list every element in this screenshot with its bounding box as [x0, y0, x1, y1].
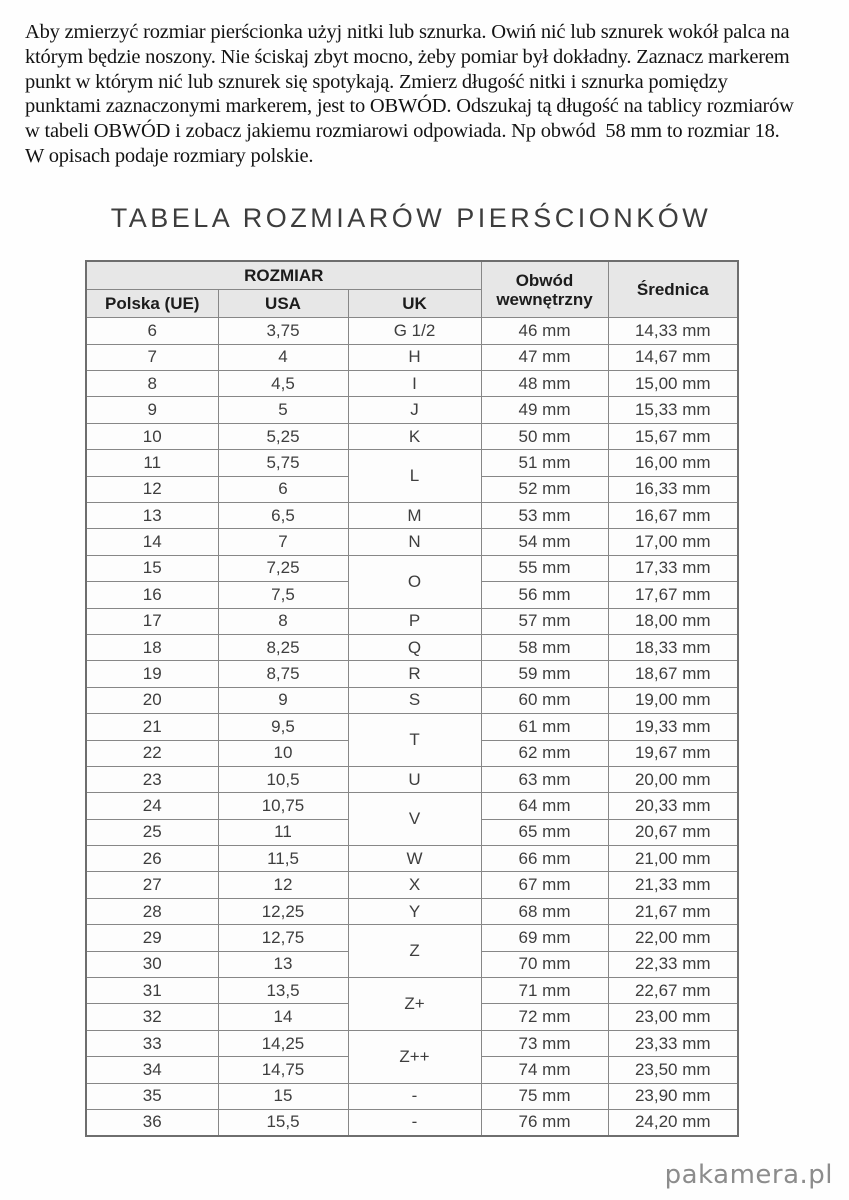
cell-srednica: 19,67 mm	[608, 740, 738, 766]
cell-usa-size: 5,75	[218, 450, 348, 476]
cell-polska-size: 32	[86, 1004, 218, 1030]
cell-obwod: 59 mm	[481, 661, 608, 687]
table-row	[86, 450, 738, 476]
cell-usa-size: 14,75	[218, 1057, 348, 1083]
cell-obwod: 54 mm	[481, 529, 608, 555]
cell-uk-size: P	[348, 608, 481, 634]
cell-srednica: 21,67 mm	[608, 898, 738, 924]
cell-srednica: 17,67 mm	[608, 582, 738, 608]
cell-usa-size: 10	[218, 740, 348, 766]
cell-srednica: 15,33 mm	[608, 397, 738, 423]
cell-polska-size: 6	[86, 318, 218, 344]
cell-polska-size: 31	[86, 978, 218, 1004]
cell-usa-size: 12,75	[218, 925, 348, 951]
cell-usa-size: 5	[218, 397, 348, 423]
cell-srednica: 21,00 mm	[608, 846, 738, 872]
cell-srednica: 16,67 mm	[608, 503, 738, 529]
table-row	[86, 318, 738, 344]
cell-srednica: 16,33 mm	[608, 476, 738, 502]
cell-obwod: 72 mm	[481, 1004, 608, 1030]
cell-polska-size: 8	[86, 371, 218, 397]
cell-uk-size: M	[348, 503, 481, 529]
cell-obwod: 65 mm	[481, 819, 608, 845]
cell-usa-size: 11,5	[218, 846, 348, 872]
cell-uk-size: S	[348, 687, 481, 713]
cell-srednica: 21,33 mm	[608, 872, 738, 898]
header-rozmiar: ROZMIAR	[86, 261, 481, 290]
cell-polska-size: 35	[86, 1083, 218, 1109]
cell-polska-size: 36	[86, 1110, 218, 1136]
cell-obwod: 48 mm	[481, 371, 608, 397]
header-obwod-line1: Obwód	[515, 270, 574, 290]
cell-usa-size: 10,75	[218, 793, 348, 819]
cell-srednica: 18,67 mm	[608, 661, 738, 687]
cell-polska-size: 18	[86, 634, 218, 660]
cell-usa-size: 11	[218, 819, 348, 845]
cell-srednica: 15,00 mm	[608, 371, 738, 397]
table-row	[86, 555, 738, 581]
table-row	[86, 634, 738, 660]
cell-srednica: 23,90 mm	[608, 1083, 738, 1109]
cell-polska-size: 10	[86, 423, 218, 449]
cell-usa-size: 7,5	[218, 582, 348, 608]
cell-uk-size: Z+	[348, 978, 481, 1031]
cell-uk-size: G 1/2	[348, 318, 481, 344]
table-row	[86, 529, 738, 555]
cell-usa-size: 13,5	[218, 978, 348, 1004]
cell-polska-size: 7	[86, 344, 218, 370]
cell-usa-size: 14,25	[218, 1030, 348, 1056]
cell-obwod: 47 mm	[481, 344, 608, 370]
cell-uk-size: N	[348, 529, 481, 555]
table-row	[86, 661, 738, 687]
cell-usa-size: 4,5	[218, 371, 348, 397]
cell-uk-size: I	[348, 371, 481, 397]
cell-polska-size: 9	[86, 397, 218, 423]
cell-uk-size: Z++	[348, 1030, 481, 1083]
cell-srednica: 24,20 mm	[608, 1110, 738, 1136]
cell-srednica: 19,00 mm	[608, 687, 738, 713]
cell-uk-size: -	[348, 1083, 481, 1109]
cell-obwod: 64 mm	[481, 793, 608, 819]
cell-uk-size: V	[348, 793, 481, 846]
cell-srednica: 17,00 mm	[608, 529, 738, 555]
cell-uk-size: Z	[348, 925, 481, 978]
intro-line: Aby zmierzyć rozmiar pierścionka użyj nitki lub sznurka. Owiń nić lub sznurek wokół palca na	[25, 21, 790, 43]
cell-obwod: 57 mm	[481, 608, 608, 634]
cell-uk-size: H	[348, 344, 481, 370]
table-row	[86, 423, 738, 449]
cell-uk-size: K	[348, 423, 481, 449]
cell-srednica: 20,33 mm	[608, 793, 738, 819]
cell-usa-size: 9,5	[218, 714, 348, 740]
header-uk: UK	[348, 290, 481, 318]
cell-polska-size: 26	[86, 846, 218, 872]
cell-polska-size: 20	[86, 687, 218, 713]
cell-obwod: 75 mm	[481, 1083, 608, 1109]
table-row	[86, 1110, 738, 1136]
cell-usa-size: 7	[218, 529, 348, 555]
header-obwod	[481, 261, 608, 318]
header-row-group	[86, 261, 738, 290]
cell-obwod: 68 mm	[481, 898, 608, 924]
table-body	[86, 318, 738, 1136]
cell-usa-size: 5,25	[218, 423, 348, 449]
cell-polska-size: 12	[86, 476, 218, 502]
cell-usa-size: 10,5	[218, 766, 348, 792]
cell-polska-size: 23	[86, 766, 218, 792]
cell-uk-size: J	[348, 397, 481, 423]
table-row	[86, 898, 738, 924]
cell-usa-size: 8,75	[218, 661, 348, 687]
cell-usa-size: 15,5	[218, 1110, 348, 1136]
cell-obwod: 52 mm	[481, 476, 608, 502]
table-row	[86, 687, 738, 713]
table-row	[86, 344, 738, 370]
cell-obwod: 62 mm	[481, 740, 608, 766]
cell-obwod: 51 mm	[481, 450, 608, 476]
table-row	[86, 1030, 738, 1056]
cell-polska-size: 17	[86, 608, 218, 634]
cell-obwod: 61 mm	[481, 714, 608, 740]
header-obwod-line2: wewnętrzny	[496, 289, 593, 309]
table-row	[86, 846, 738, 872]
cell-srednica: 22,33 mm	[608, 951, 738, 977]
cell-srednica: 18,00 mm	[608, 608, 738, 634]
cell-obwod: 67 mm	[481, 872, 608, 898]
table-row	[86, 872, 738, 898]
cell-polska-size: 22	[86, 740, 218, 766]
cell-polska-size: 16	[86, 582, 218, 608]
table-row	[86, 766, 738, 792]
cell-usa-size: 7,25	[218, 555, 348, 581]
table-row	[86, 714, 738, 740]
ring-size-table	[85, 260, 739, 1137]
cell-polska-size: 33	[86, 1030, 218, 1056]
cell-uk-size: R	[348, 661, 481, 687]
intro-line: W opisach podaje rozmiary polskie.	[25, 144, 314, 167]
table-row	[86, 793, 738, 819]
cell-uk-size: W	[348, 846, 481, 872]
cell-srednica: 23,00 mm	[608, 1004, 738, 1030]
cell-polska-size: 15	[86, 555, 218, 581]
cell-srednica: 14,67 mm	[608, 344, 738, 370]
cell-obwod: 55 mm	[481, 555, 608, 581]
cell-srednica: 18,33 mm	[608, 634, 738, 660]
intro-paragraph	[25, 20, 831, 169]
table-header	[86, 261, 738, 318]
cell-polska-size: 13	[86, 503, 218, 529]
cell-uk-size: Q	[348, 634, 481, 660]
cell-srednica: 22,67 mm	[608, 978, 738, 1004]
cell-polska-size: 14	[86, 529, 218, 555]
cell-uk-size: T	[348, 714, 481, 767]
cell-usa-size: 14	[218, 1004, 348, 1030]
cell-polska-size: 11	[86, 450, 218, 476]
table-row	[86, 925, 738, 951]
cell-obwod: 46 mm	[481, 318, 608, 344]
cell-usa-size: 6	[218, 476, 348, 502]
table-row	[86, 371, 738, 397]
cell-srednica: 14,33 mm	[608, 318, 738, 344]
cell-uk-size: L	[348, 450, 481, 503]
cell-srednica: 20,67 mm	[608, 819, 738, 845]
table-zone	[85, 203, 737, 1137]
page-title: TABELA ROZMIARÓW PIERŚCIONKÓW	[110, 202, 712, 233]
cell-obwod: 76 mm	[481, 1110, 608, 1136]
cell-obwod: 69 mm	[481, 925, 608, 951]
table-row	[86, 1083, 738, 1109]
cell-obwod: 73 mm	[481, 1030, 608, 1056]
cell-uk-size: Y	[348, 898, 481, 924]
header-polska: Polska (UE)	[86, 290, 218, 318]
cell-srednica: 19,33 mm	[608, 714, 738, 740]
cell-uk-size: U	[348, 766, 481, 792]
cell-obwod: 49 mm	[481, 397, 608, 423]
cell-srednica: 23,50 mm	[608, 1057, 738, 1083]
cell-usa-size: 15	[218, 1083, 348, 1109]
cell-polska-size: 24	[86, 793, 218, 819]
header-usa: USA	[218, 290, 348, 318]
cell-obwod: 56 mm	[481, 582, 608, 608]
cell-uk-size: -	[348, 1110, 481, 1136]
cell-srednica: 20,00 mm	[608, 766, 738, 792]
watermark: pakamera.pl	[664, 1160, 833, 1190]
table-row	[86, 397, 738, 423]
cell-usa-size: 4	[218, 344, 348, 370]
intro-line: punkt w którym nić lub sznurek się spotykają. Zmierz długość nitki i sznurka pomiędzy	[25, 70, 728, 93]
cell-usa-size: 12,25	[218, 898, 348, 924]
cell-obwod: 58 mm	[481, 634, 608, 660]
cell-srednica: 15,67 mm	[608, 423, 738, 449]
cell-usa-size: 12	[218, 872, 348, 898]
cell-obwod: 53 mm	[481, 503, 608, 529]
cell-polska-size: 28	[86, 898, 218, 924]
cell-usa-size: 8	[218, 608, 348, 634]
cell-polska-size: 21	[86, 714, 218, 740]
cell-polska-size: 29	[86, 925, 218, 951]
cell-polska-size: 27	[86, 872, 218, 898]
cell-usa-size: 9	[218, 687, 348, 713]
cell-srednica: 22,00 mm	[608, 925, 738, 951]
table-row	[86, 608, 738, 634]
cell-usa-size: 6,5	[218, 503, 348, 529]
cell-polska-size: 30	[86, 951, 218, 977]
cell-obwod: 70 mm	[481, 951, 608, 977]
intro-line: punktami zaznaczonymi markerem, jest to OBWÓD. Odszukaj tą długość na tablicy rozmiarów	[25, 95, 794, 118]
header-srednica: Średnica	[608, 261, 738, 318]
cell-usa-size: 8,25	[218, 634, 348, 660]
intro-line: w tabeli OBWÓD i zobacz jakiemu rozmiarowi odpowiada. Np obwód 58 mm to rozmiar 18.	[25, 120, 780, 143]
cell-usa-size: 13	[218, 951, 348, 977]
cell-obwod: 63 mm	[481, 766, 608, 792]
cell-srednica: 23,33 mm	[608, 1030, 738, 1056]
cell-uk-size: X	[348, 872, 481, 898]
cell-obwod: 60 mm	[481, 687, 608, 713]
cell-usa-size: 3,75	[218, 318, 348, 344]
cell-obwod: 74 mm	[481, 1057, 608, 1083]
cell-polska-size: 34	[86, 1057, 218, 1083]
cell-obwod: 71 mm	[481, 978, 608, 1004]
cell-uk-size: O	[348, 555, 481, 608]
cell-polska-size: 19	[86, 661, 218, 687]
cell-srednica: 17,33 mm	[608, 555, 738, 581]
cell-obwod: 50 mm	[481, 423, 608, 449]
cell-srednica: 16,00 mm	[608, 450, 738, 476]
table-row	[86, 503, 738, 529]
intro-line: którym będzie noszony. Nie ściskaj zbyt mocno, żeby pomiar był dokładny. Zaznacz markerem	[25, 45, 790, 68]
cell-obwod: 66 mm	[481, 846, 608, 872]
cell-polska-size: 25	[86, 819, 218, 845]
table-row	[86, 978, 738, 1004]
